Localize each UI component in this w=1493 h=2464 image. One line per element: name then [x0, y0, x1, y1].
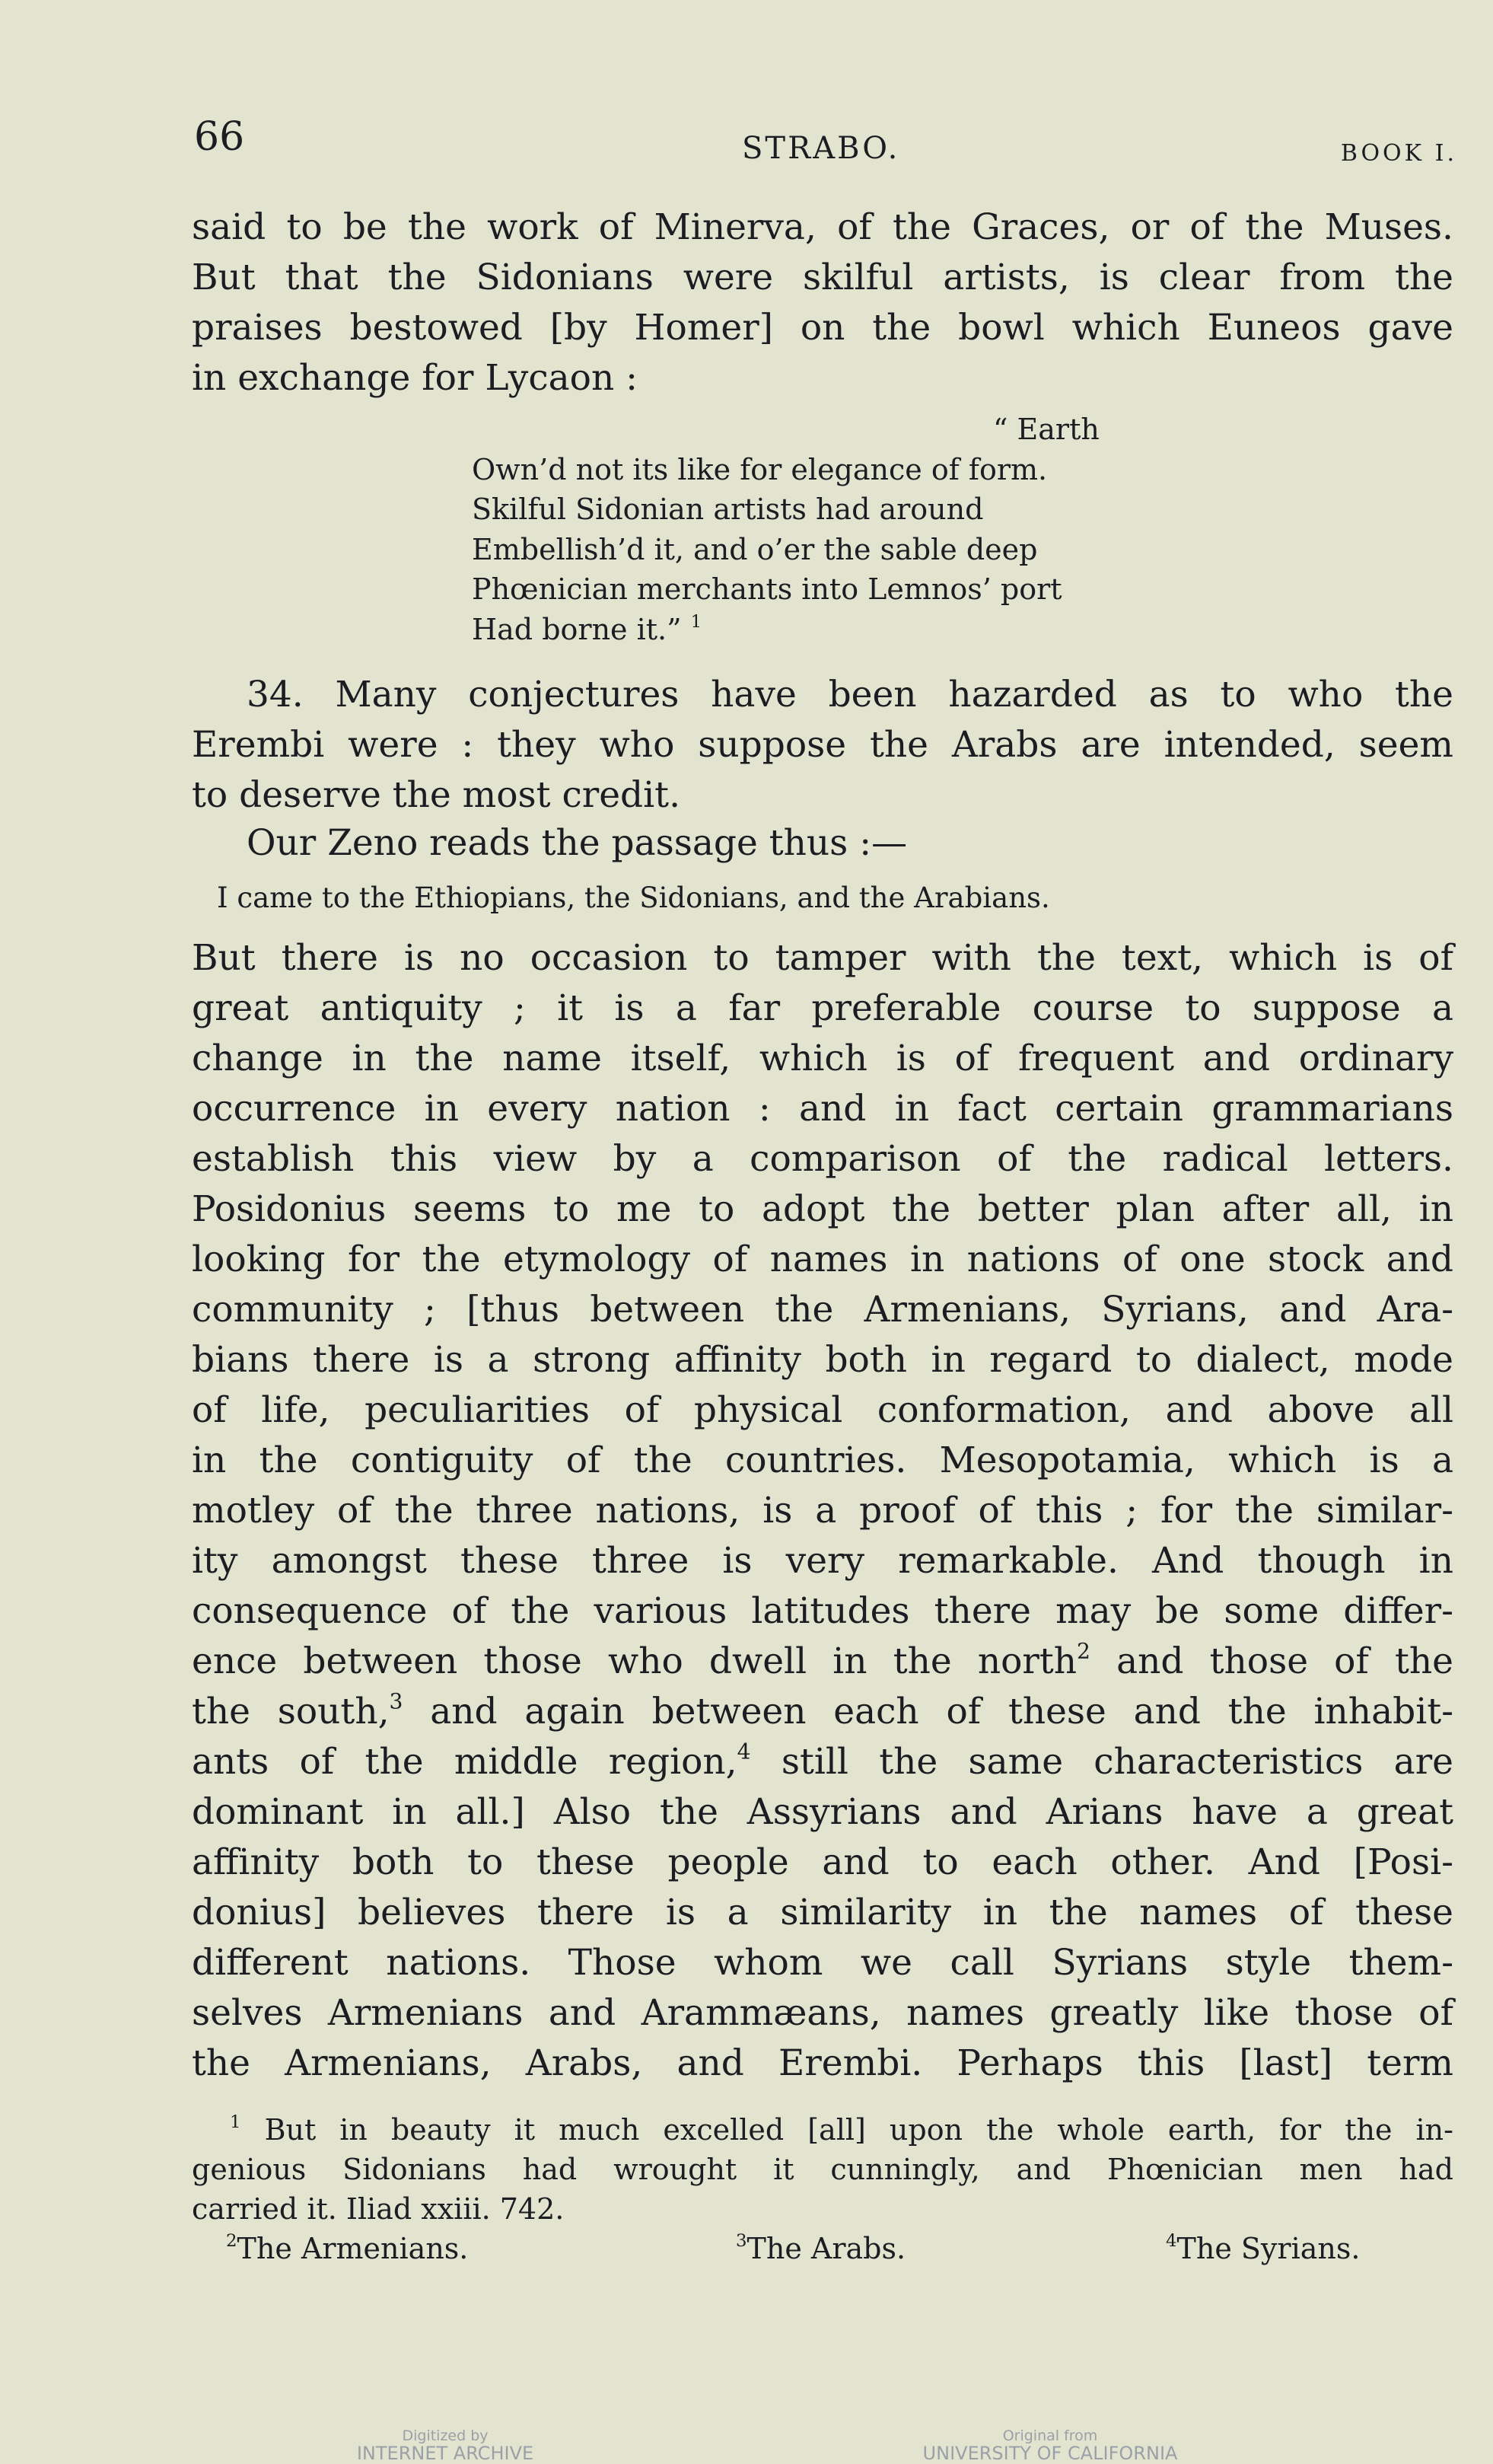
- page-header: [194, 114, 1457, 175]
- footnote-marker: 2: [226, 2231, 237, 2252]
- text-line: occurrence in every nation : and in fact certain grammarians: [192, 1088, 1453, 1130]
- footnote-text: The Arabs.: [746, 2232, 906, 2265]
- footnote-marker: 4: [1166, 2231, 1177, 2252]
- text-line: [192, 1737, 1453, 1787]
- text-line: But there is no occasion to tamper with the text, which is of: [192, 937, 1453, 979]
- text-segment: and again between each of these and the inhabit-: [403, 1691, 1453, 1732]
- text-line: in the contiguity of the countries. Mesopotamia, which is a: [192, 1439, 1453, 1481]
- text-line: praises bestowed [by Homer] on the bowl which Euneos gave: [192, 307, 1453, 349]
- poem-line: [472, 610, 1100, 650]
- text-line: dominant in all.] Also the Assyrians and Arians have a great: [192, 1791, 1453, 1833]
- footnote-marker: 3: [736, 2231, 747, 2252]
- text-segment: still the same characteristics are: [750, 1741, 1453, 1783]
- poem-quotation: [472, 410, 1100, 649]
- footnote-marker: 1: [230, 2112, 241, 2133]
- text-line: [192, 1637, 1453, 1687]
- original-from-credit: [906, 2428, 1195, 2463]
- footnote-text: But in beauty it much excelled [all] upon the whole earth, for the in-: [264, 2113, 1453, 2147]
- text-line: community ; [thus between the Armenians, Syrians, and Ara-: [192, 1289, 1453, 1331]
- text-segment: ence between those who dwell in the north: [192, 1640, 1078, 1682]
- text-line: Our Zeno reads the passage thus :—: [247, 822, 908, 864]
- footnote-text: The Syrians.: [1176, 2232, 1361, 2265]
- text-segment: ants of the middle region,: [192, 1741, 737, 1783]
- poem-line: Embellish’d it, and o’er the sable deep: [472, 532, 1038, 566]
- footnote-line: genious Sidonians had wrought it cunningly, and Phœnician men had: [192, 2153, 1453, 2186]
- credit-org: UNIVERSITY OF CALIFORNIA: [922, 2443, 1178, 2464]
- text-line: Posidonius seems to me to adopt the better plan after all, in: [192, 1188, 1453, 1230]
- text-line: ity amongst these three is very remarkable. And though in: [192, 1540, 1453, 1582]
- text-line: different nations. Those whom we call Syrians style them-: [192, 1942, 1453, 1984]
- text-line: establish this view by a comparison of the radical letters.: [192, 1138, 1453, 1180]
- text-line: motley of the three nations, is a proof of this ; for the similar-: [192, 1490, 1453, 1532]
- credit-label: Digitized by: [402, 2427, 489, 2444]
- text-line: selves Armenians and Arammæans, names greatly like those of: [192, 1992, 1453, 2034]
- text-segment: and those of the: [1090, 1640, 1453, 1682]
- footnote-text: The Armenians.: [237, 2232, 469, 2265]
- text-line: [192, 1687, 1453, 1737]
- text-line: in exchange for Lycaon :: [192, 357, 638, 399]
- page-number: 66: [194, 114, 245, 160]
- footnote-ref: 3: [389, 1688, 403, 1714]
- poem-line: Phœnician merchants into Lemnos’ port: [472, 572, 1062, 606]
- footnote-3: [736, 2229, 906, 2268]
- text-line: 34. Many conjectures have been hazarded as to who the: [247, 674, 1453, 716]
- scan-footer: [0, 2427, 1493, 2464]
- text-line: of life, peculiarities of physical conformation, and above all: [192, 1389, 1453, 1431]
- quoted-verse: I came to the Ethiopians, the Sidonians, and the Arabians.: [217, 881, 1050, 914]
- footnote-ref: 4: [737, 1739, 751, 1764]
- paragraph-2: [192, 670, 1453, 821]
- footnote-line: carried it. Iliad xxiii. 742.: [192, 2192, 565, 2226]
- text-line: the Armenians, Arabs, and Erembi. Perhaps this [last] term: [192, 2042, 1453, 2084]
- poem-line: Own’d not its like for elegance of form.: [472, 452, 1048, 486]
- footnote-2: [226, 2229, 469, 2268]
- poem-line: “ Earth: [993, 413, 1100, 446]
- text-line: change in the name itself, which is of frequent and ordinary: [192, 1038, 1453, 1079]
- text-line: But that the Sidonians were skilful artists, is clear from the: [192, 257, 1453, 298]
- text-line: Erembi were : they who suppose the Arabs are intended, seem: [192, 724, 1453, 766]
- paragraph-4: [192, 933, 1453, 2089]
- running-title: STRABO.: [742, 131, 900, 166]
- poem-line: Skilful Sidonian artists had around: [472, 492, 984, 526]
- paragraph-3: [192, 818, 1453, 869]
- text-line: looking for the etymology of names in nations of one stock and: [192, 1238, 1453, 1280]
- paragraph-1: [192, 202, 1453, 403]
- poem-line-text: Had borne it.”: [472, 612, 682, 646]
- footnote-4: [1166, 2229, 1361, 2268]
- text-line: donius] believes there is a similarity in the names of these: [192, 1892, 1453, 1933]
- credit-org: INTERNET ARCHIVE: [356, 2443, 534, 2464]
- text-line: said to be the work of Minerva, of the Graces, or of the Muses.: [192, 206, 1453, 248]
- footnote-ref: 2: [1077, 1638, 1090, 1664]
- book-label: BOOK I.: [1340, 140, 1457, 167]
- footnote-row: [192, 2229, 1453, 2268]
- footnotes: [192, 2110, 1453, 2268]
- text-line: consequence of the various latitudes there may be some differ-: [192, 1590, 1453, 1632]
- text-line: affinity both to these people and to each other. And [Posi-: [192, 1841, 1453, 1883]
- text-line: great antiquity ; it is a far preferable course to suppose a: [192, 987, 1453, 1029]
- footnote-ref: 1: [690, 611, 702, 632]
- text-segment: the south,: [192, 1691, 390, 1732]
- text-line: bians there is a strong affinity both in regard to dialect, mode: [192, 1339, 1453, 1381]
- footnote-line: [192, 2110, 1453, 2150]
- credit-label: Original from: [1002, 2427, 1098, 2444]
- digitized-by-credit: [335, 2428, 555, 2463]
- text-line: to deserve the most credit.: [192, 774, 681, 816]
